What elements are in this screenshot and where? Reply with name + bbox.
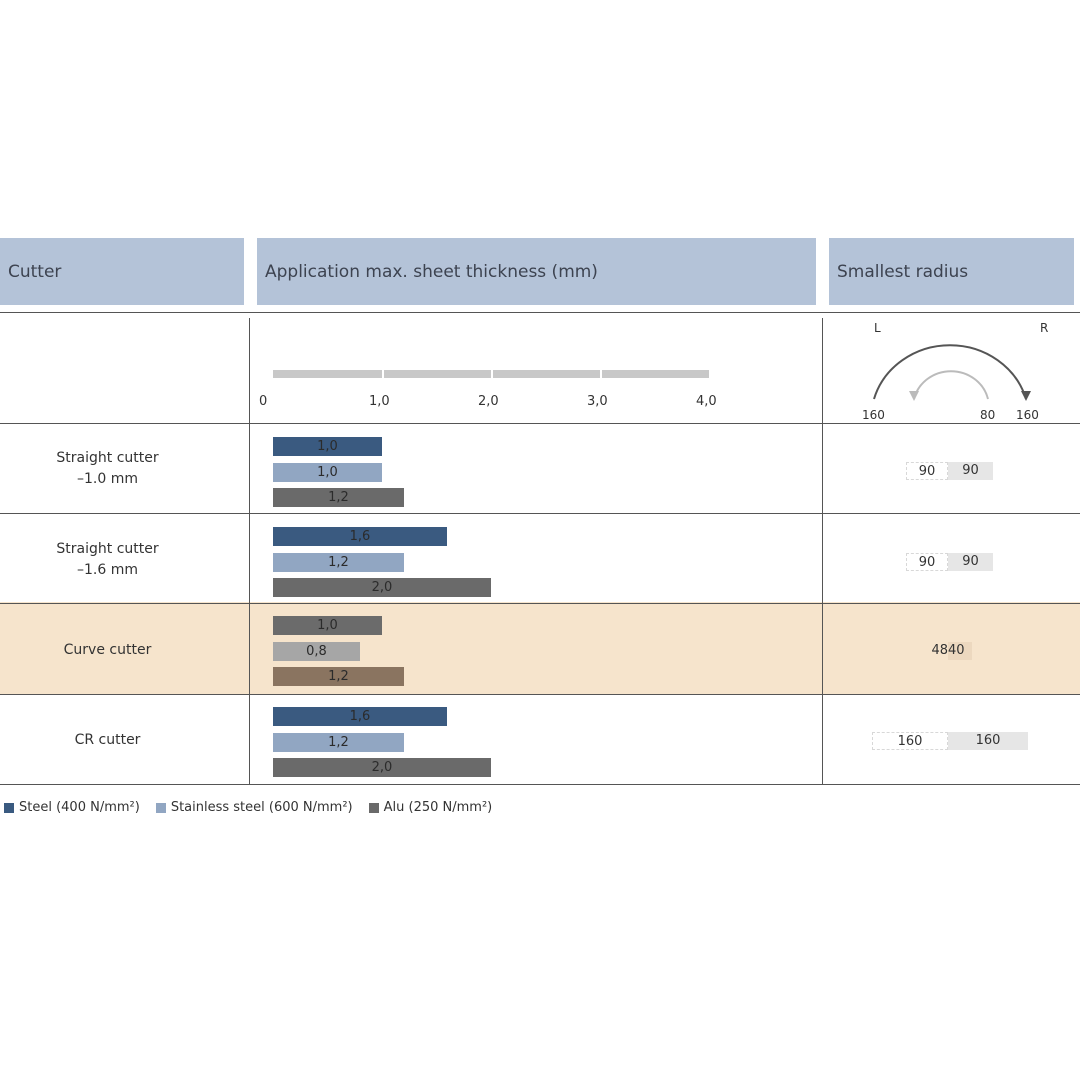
radius-left-value: 90	[906, 553, 948, 571]
row-label-line1: Curve cutter	[63, 642, 152, 658]
bar-value-label: 2,0	[371, 580, 393, 595]
bar-alu	[273, 667, 404, 686]
header-radius-label: Smallest radius	[837, 261, 969, 282]
column-divider	[822, 318, 823, 784]
row-label-line1: Straight cutter	[56, 450, 159, 466]
radius-right-value: 160	[948, 732, 1028, 750]
bar-value-label: 1,2	[328, 669, 349, 684]
bar-alu	[273, 578, 491, 597]
row-label-cr	[0, 730, 215, 751]
radius-right-value: 90	[948, 462, 993, 480]
outer-right-label: 160	[1016, 408, 1039, 422]
header-cutter-label: Cutter	[8, 261, 62, 282]
bar-value-label: 1,0	[317, 439, 338, 454]
radius-diagram	[830, 315, 1070, 425]
right-label: R	[1040, 321, 1049, 335]
radius-left-value: 48	[931, 643, 948, 658]
bar-stainless	[273, 642, 360, 661]
scale-tick-label: 4,0	[696, 394, 717, 409]
legend-item-alu	[369, 800, 493, 815]
scale-tick-label: 2,0	[478, 394, 499, 409]
row-label-line2: –1.0 mm	[77, 471, 138, 487]
scale-tick-label: 0	[259, 394, 268, 409]
bar-value-label: 1,6	[349, 529, 371, 544]
legend-item-steel	[4, 800, 140, 815]
bar-value-label: 0,8	[306, 643, 327, 659]
row-label-straight-1-0	[0, 448, 215, 490]
grid-line	[0, 694, 1080, 695]
row-label-line1: Straight cutter	[56, 541, 159, 557]
arrow-left-icon	[909, 391, 919, 401]
left-label: L	[874, 321, 881, 335]
row-label-straight-1-6	[0, 539, 215, 581]
header-cutter	[0, 238, 244, 305]
legend-label: Steel (400 N/mm²)	[19, 800, 140, 815]
radius-right-value: 40	[948, 642, 972, 660]
grid-line	[0, 513, 1080, 514]
radius-left-value: 90	[906, 462, 948, 480]
bar-value-label: 1,0	[317, 464, 338, 480]
bar-steel	[273, 527, 447, 546]
bar-steel	[273, 437, 382, 456]
row-label-line1: CR cutter	[74, 732, 141, 748]
outer-left-label: 160	[862, 408, 885, 422]
bar-value-label: 1,2	[328, 554, 349, 570]
legend	[4, 800, 492, 815]
header-thickness-label: Application max. sheet thickness (mm)	[265, 261, 598, 282]
grid-line	[0, 312, 1080, 313]
bar-stainless	[273, 463, 382, 482]
row-label-curve	[0, 640, 215, 661]
inner-radius-arc	[914, 371, 988, 399]
inner-right-label: 80	[980, 408, 996, 422]
row-label-line2: –1.6 mm	[77, 562, 138, 578]
legend-swatch	[156, 803, 166, 813]
bar-steel	[273, 616, 382, 635]
radius-right-value: 90	[948, 553, 993, 571]
grid-line	[0, 603, 1080, 604]
grid-line	[0, 784, 1080, 785]
legend-label: Alu (250 N/mm²)	[383, 800, 493, 815]
bar-stainless	[273, 553, 404, 572]
header-thickness	[257, 238, 816, 305]
bar-alu	[273, 488, 404, 507]
legend-label: Stainless steel (600 N/mm²)	[170, 800, 353, 815]
scale-tick-label: 3,0	[587, 394, 608, 409]
legend-swatch	[369, 803, 379, 813]
bar-value-label: 1,0	[317, 618, 338, 633]
legend-item-stainless	[156, 800, 353, 815]
arrow-right-icon	[1021, 391, 1031, 401]
bar-steel	[273, 707, 447, 726]
scale-segment	[273, 370, 382, 378]
bar-alu	[273, 758, 491, 777]
legend-swatch	[4, 803, 14, 813]
scale-segment	[493, 370, 600, 378]
bar-value-label: 1,2	[328, 490, 349, 505]
radius-left-value: 160	[872, 732, 948, 750]
header-radius	[829, 238, 1074, 305]
bar-stainless	[273, 733, 404, 752]
scale-segment	[384, 370, 491, 378]
bar-value-label: 1,6	[349, 709, 371, 724]
scale-tick-label: 1,0	[369, 394, 390, 409]
bar-value-label: 2,0	[371, 760, 393, 775]
column-divider	[249, 318, 250, 784]
scale-segment	[602, 370, 709, 378]
bar-value-label: 1,2	[328, 734, 349, 750]
